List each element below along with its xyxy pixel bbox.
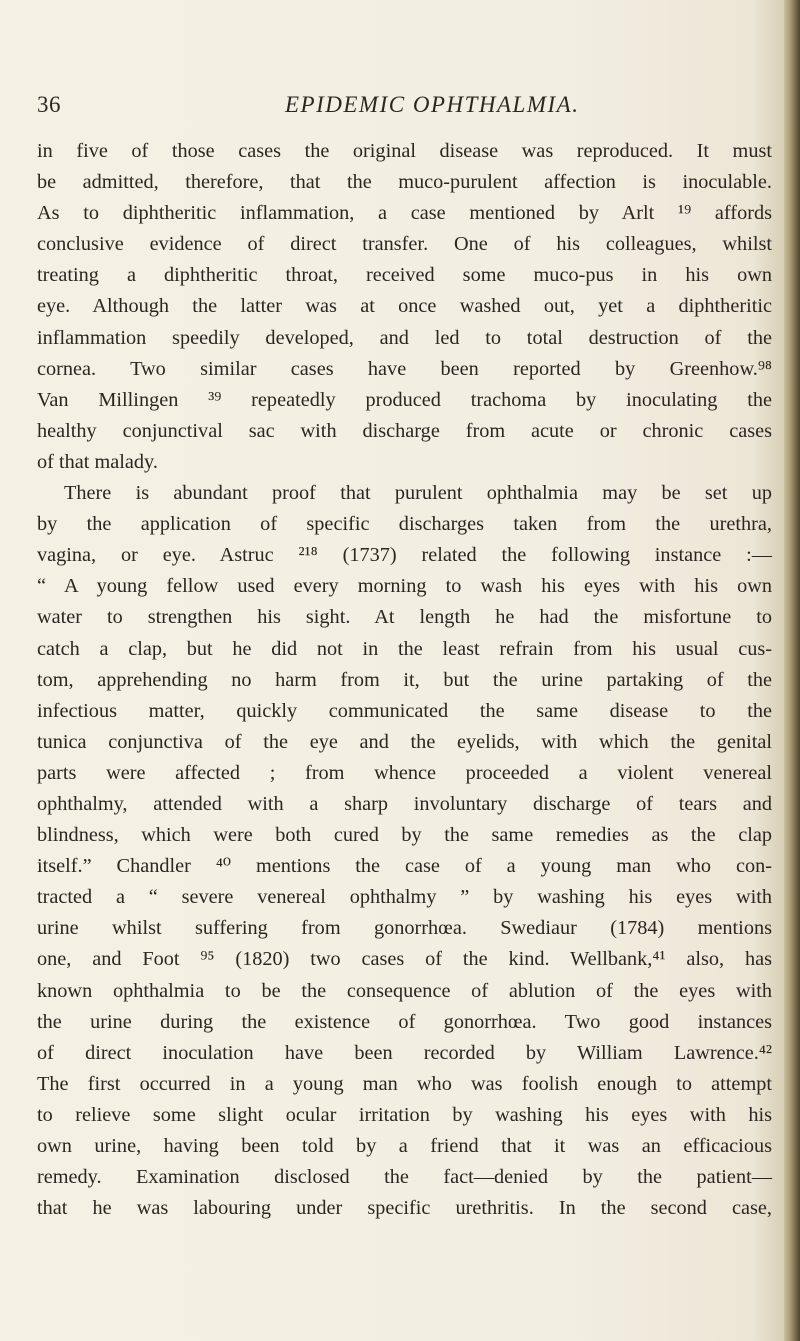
text-line: catch a clap, but he did not in the least refrain from his usual cus- [37,637,772,660]
page-number: 36 [37,92,61,117]
text-line: urine whilst suffering from gonorrhœa. Swediaur (1784) mentions [37,917,772,940]
text-line: ophthalmy, attended with a sharp involuntary discharge of tears and [37,792,772,815]
text-line: by the application of specific discharges taken from the urethra, [37,513,772,536]
text-line: tom, apprehending no harm from it, but the urine partaking of the [37,668,772,691]
text-line: eye. Although the latter was at once washed out, yet a diphtheritic [37,295,772,318]
text-line: inflammation speedily developed, and led to total destruction of the [37,326,772,349]
body-text [37,136,772,1224]
text-line: As to diphtheritic inflammation, a case mentioned by Arlt ¹⁹ affords [37,202,772,225]
text-line: treating a diphtheritic throat, received some muco-pus in his own [37,264,772,287]
text-line: in five of those cases the original disease was reproduced. It must [37,140,772,162]
text-line: blindness, which were both cured by the same remedies as the clap [37,824,772,847]
text-line: known ophthalmia to be the consequence of ablution of the eyes with [37,979,772,1002]
text-line: of direct inoculation have been recorded by William Lawrence.⁴² [37,1041,772,1064]
text-line: infectious matter, quickly communicated the same disease to the [37,699,772,722]
running-head: EPIDEMIC OPHTHALMIA. [285,92,580,117]
text-line: The first occurred in a young man who was foolish enough to attempt [37,1072,772,1095]
text-line: tracted a “ severe venereal ophthalmy ” by washing his eyes with [37,886,772,909]
text-line: water to strengthen his sight. At length he had the misfortune to [37,606,772,629]
text-line: parts were affected ; from whence proceeded a violent venereal [37,761,772,784]
text-line: to relieve some slight ocular irritation by washing his eyes with his [37,1103,772,1126]
text-line: healthy conjunctival sac with discharge from acute or chronic cases [37,419,772,442]
text-line: remedy. Examination disclosed the fact—denied by the patient— [37,1166,772,1189]
text-line: tunica conjunctiva of the eye and the eyelids, with which the genital [37,730,772,753]
text-line: cornea. Two similar cases have been reported by Greenhow.⁹⁸ [37,357,772,380]
text-line: itself.” Chandler ⁴⁰ mentions the case of a young man who con- [37,855,772,878]
text-line: own urine, having been told by a friend that it was an efficacious [37,1135,772,1157]
text-line: the urine during the existence of gonorrhœa. Two good instances [37,1010,772,1033]
text-line: one, and Foot ⁹⁵ (1820) two cases of the kind. Wellbank,⁴¹ also, has [37,948,772,971]
text-line: “ A young fellow used every morning to wash his eyes with his own [37,575,772,598]
text-line: There is abundant proof that purulent ophthalmia may be set up [64,482,772,505]
text-line: conclusive evidence of direct transfer. One of his colleagues, whilst [37,233,772,256]
text-line: that he was labouring under specific urethritis. In the second case, [37,1197,772,1220]
text-line: of that malady. [37,450,158,473]
page-edge-shadow [784,0,800,1341]
text-line: Van Millingen ³⁹ repeatedly produced trachoma by inoculating the [37,388,772,411]
text-line: vagina, or eye. Astruc ²¹⁸ (1737) related the following instance :— [37,544,772,567]
text-line: be admitted, therefore, that the muco-purulent affection is inoculable. [37,171,772,194]
